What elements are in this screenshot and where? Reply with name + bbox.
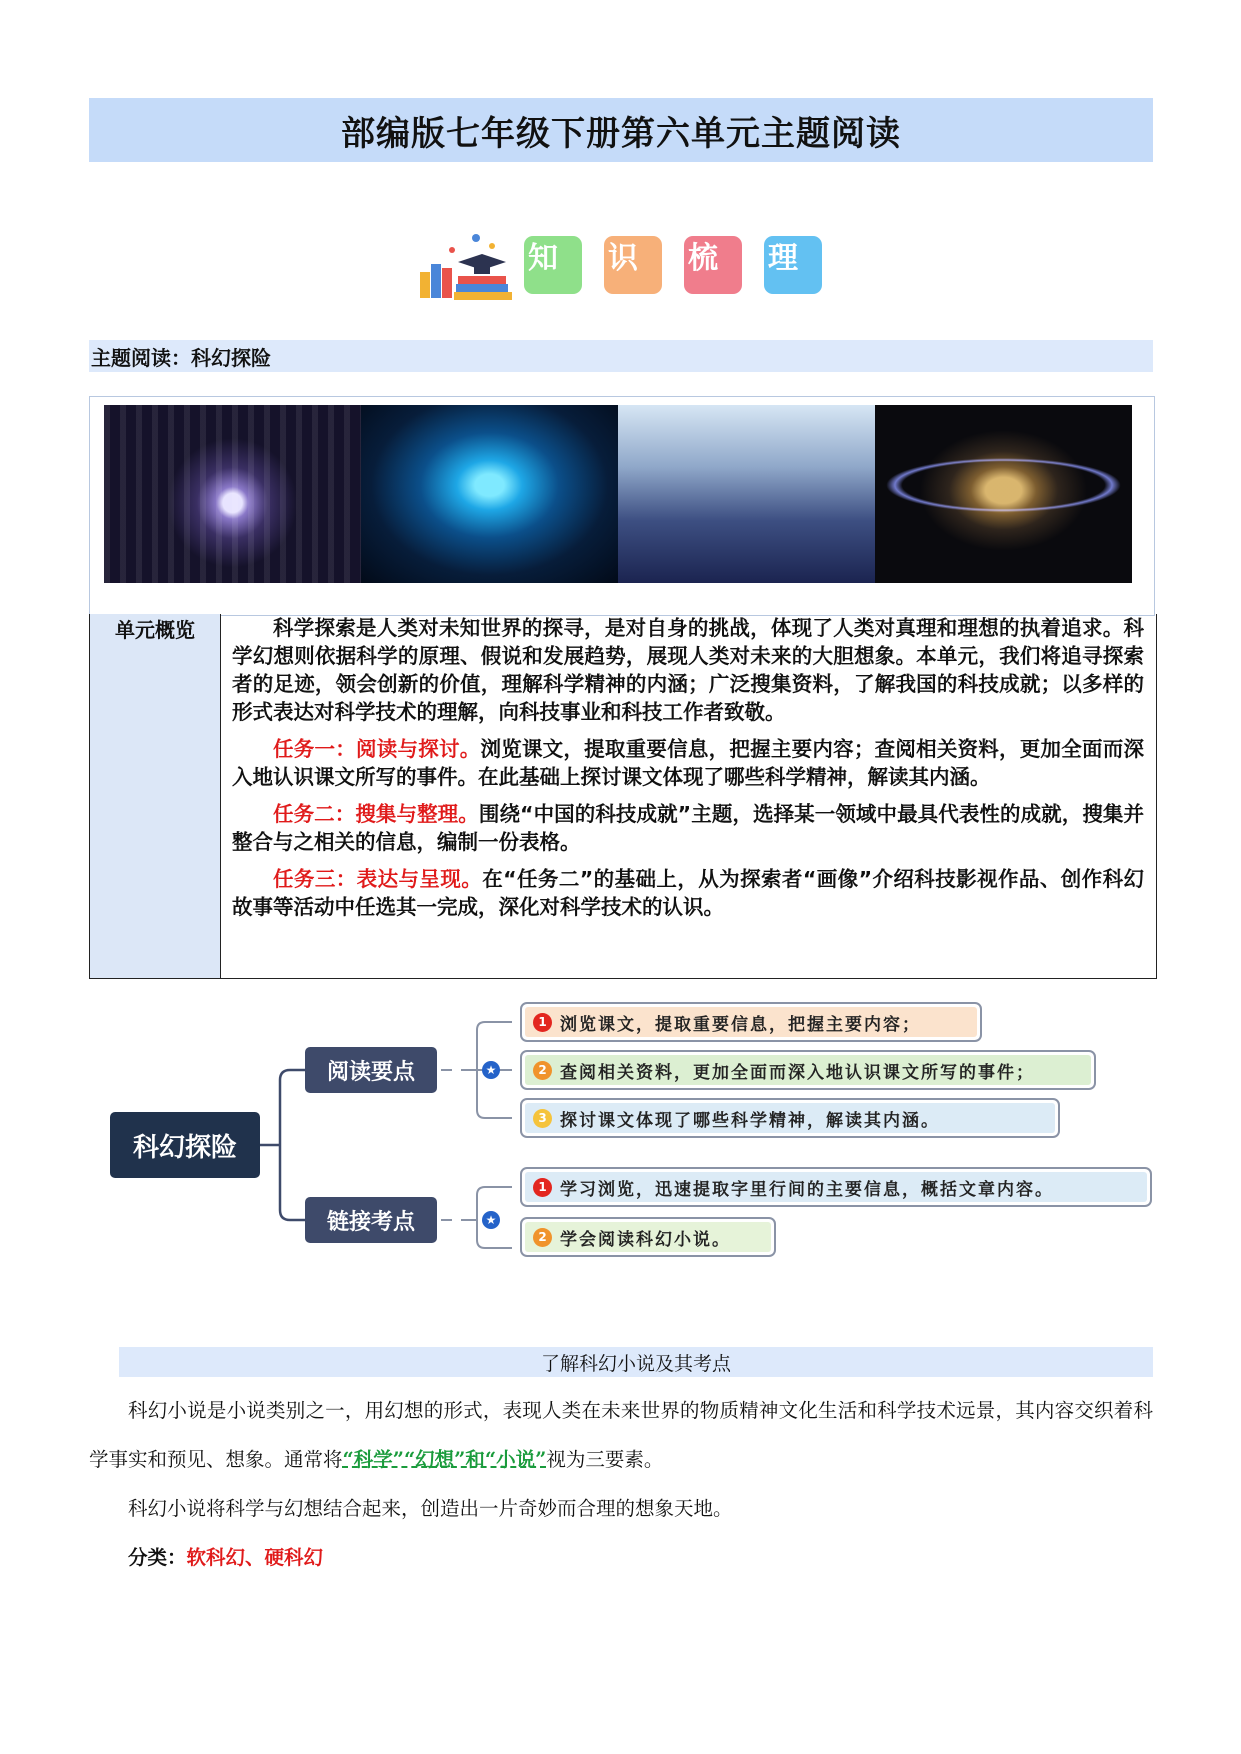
- task-3: 任务三：表达与呈现。在“任务二”的基础上，从为探索者“画像”介绍科技影视作品、创作科幻故事等活动中任选其一完成，深化对科学技术的认识。: [232, 867, 1144, 919]
- number-badge-icon: 3: [533, 1109, 552, 1128]
- banner-tile-1: 知: [524, 236, 582, 294]
- scifi-station-image: [875, 405, 1132, 583]
- mind-map-branch-reading: 阅读要点: [305, 1047, 437, 1093]
- mind-map: [100, 990, 1160, 1290]
- number-badge-icon: 2: [533, 1061, 552, 1080]
- overview-label-cell: [90, 614, 221, 978]
- knowledge-paragraph-1: 科幻小说是小说类别之一，用幻想的形式，表现人类在未来世界的物质精神文化生活和科学技术远景，其内容交织着科学事实和预见、想象。通常将“科学”“幻想”和“小说”视为三要素。: [89, 1399, 1153, 1471]
- classification-line: 分类：软科幻、硬科幻: [128, 1546, 324, 1569]
- number-badge-icon: 1: [533, 1178, 552, 1197]
- number-badge-icon: 2: [533, 1228, 552, 1247]
- page-title-bar: [89, 98, 1153, 162]
- leaf-content: 3 探讨课文体现了哪些科学精神，解读其内涵。: [525, 1103, 1055, 1133]
- scifi-hologram-image: [361, 405, 618, 583]
- star-icon: ★: [482, 1211, 500, 1229]
- star-icon: ★: [482, 1061, 500, 1079]
- section-heading: [89, 340, 1153, 372]
- banner-tile-3: 梳: [684, 236, 742, 294]
- overview-label: 单元概览: [115, 618, 195, 642]
- image-strip-frame: [89, 396, 1155, 616]
- banner-tile-2: 识: [604, 236, 662, 294]
- mind-map-leaf: [520, 1002, 982, 1042]
- number-badge-icon: 1: [533, 1013, 552, 1032]
- knowledge-body: [89, 1386, 1153, 1582]
- leaf-content: 2 查阅相关资料，更加全面而深入地认识课文所写的事件；: [525, 1055, 1091, 1085]
- mind-map-root: 科幻探险: [110, 1112, 260, 1178]
- scifi-city-image: [618, 405, 875, 583]
- mind-map-leaf: [520, 1098, 1060, 1138]
- banner-tile-4: 理: [764, 236, 822, 294]
- unit-overview-table: [89, 614, 1157, 979]
- knowledge-heading-text: 了解科幻小说及其考点: [540, 1352, 731, 1375]
- mind-map-leaf: [520, 1167, 1152, 1207]
- mind-map-leaf: [520, 1217, 776, 1257]
- scifi-corridor-image: [104, 405, 361, 583]
- leaf-content: 1 浏览课文，提取重要信息，把握主要内容；: [525, 1007, 977, 1037]
- knowledge-paragraph-2: 科幻小说将科学与幻想结合起来，创造出一片奇妙而合理的想象天地。: [128, 1497, 733, 1520]
- leaf-content: 1 学习浏览，迅速提取字里行间的主要信息，概括文章内容。: [525, 1172, 1147, 1202]
- leaf-content: 2 学会阅读科幻小说。: [525, 1222, 771, 1252]
- books-icon: [412, 232, 520, 302]
- task-2: 任务二：搜集与整理。围绕“中国的科技成就”主题，选择某一领域中最具代表性的成就，搜集并整合与之相关的信息，编制一份表格。: [232, 802, 1145, 854]
- mind-map-branch-exam: 链接考点: [305, 1197, 437, 1243]
- mind-map-leaf: [520, 1050, 1096, 1090]
- task-1: 任务一：阅读与探讨。浏览课文，提取重要信息，把握主要内容；查阅相关资料，更加全面而深入地认识课文所写的事件。在此基础上探讨课文体现了哪些科学精神，解读其内涵。: [232, 737, 1145, 789]
- knowledge-heading: [119, 1347, 1153, 1377]
- page-title: 部编版七年级下册第六单元主题阅读: [341, 113, 901, 154]
- overview-intro: 科学探索是人类对未知世界的探寻，是对自身的挑战，体现了人类对真理和理想的执着追求。科学幻想则依据科学的原理、假说和发展趋势，展现人类对未来的大胆想象。本单元，我们将追寻探索者的足迹，领会创新的价值，理解科学精神的内涵；广泛搜集资料，了解我国的科技成就；以多样的形式表达对科学技术的理解，向科技事业和科技工作者致敬。: [232, 616, 1144, 724]
- section-title: 主题阅读：科幻探险: [91, 345, 271, 370]
- overview-content-cell: [232, 614, 1144, 930]
- knowledge-banner: [412, 228, 832, 306]
